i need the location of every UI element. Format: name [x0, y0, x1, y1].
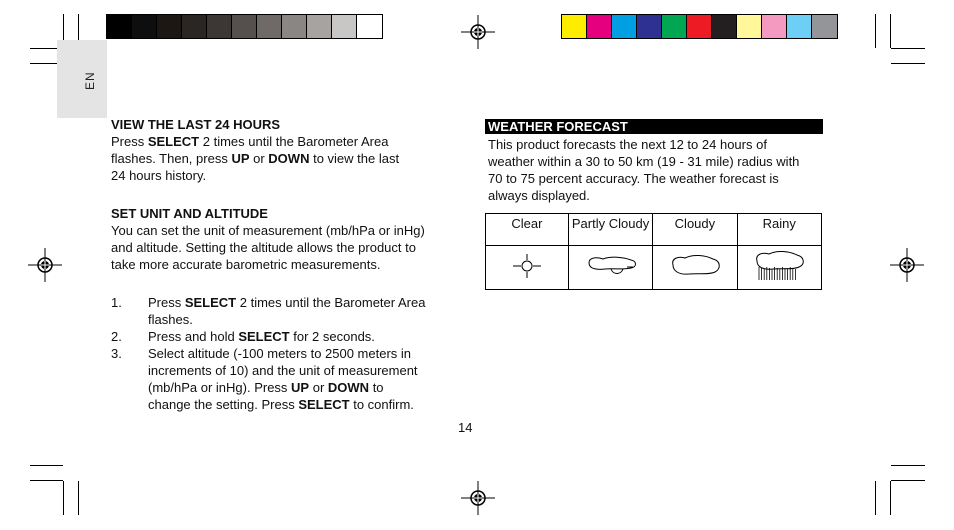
color-swatch — [687, 15, 712, 38]
language-label: EN — [83, 71, 97, 90]
color-swatch — [587, 15, 612, 38]
cloud-icon — [665, 251, 725, 281]
table-cell — [568, 246, 652, 290]
partly-cloudy-icon — [581, 251, 641, 281]
text: for 2 seconds. — [289, 329, 375, 344]
registration-mark-icon — [28, 248, 62, 282]
color-swatch — [357, 15, 382, 38]
key-name: SELECT — [147, 134, 200, 149]
color-swatch — [662, 15, 687, 38]
list-item — [111, 345, 451, 413]
text: to — [369, 380, 384, 395]
text: to view the last — [309, 151, 400, 166]
text: This product forecasts the next 12 to 24 hours of — [488, 137, 767, 152]
page-number: 14 — [458, 420, 473, 435]
paragraph — [111, 133, 451, 184]
color-swatch — [132, 15, 157, 38]
color-swatch — [712, 15, 737, 38]
section-title-set-unit-and-altitude: SET UNIT AND ALTITUDE — [111, 206, 268, 221]
text: increments of 10) and the unit of measurement — [148, 363, 418, 378]
process-color-bar — [561, 14, 838, 39]
text: 2 times until the Barometer Area — [236, 295, 426, 310]
grayscale-color-bar — [106, 14, 383, 39]
color-swatch — [787, 15, 812, 38]
table-cell — [486, 246, 569, 290]
section-title-view-last-24-hours: VIEW THE LAST 24 HOURS — [111, 117, 281, 132]
text: flashes. — [148, 312, 193, 327]
registration-mark-icon — [890, 248, 924, 282]
language-tab — [57, 40, 107, 118]
color-swatch — [282, 15, 307, 38]
color-swatch — [157, 15, 182, 38]
color-swatch — [762, 15, 787, 38]
color-swatch — [562, 15, 587, 38]
color-swatch — [737, 15, 762, 38]
color-swatch — [812, 15, 837, 38]
text: 2 times until the Barometer Area — [199, 134, 389, 149]
text: to confirm. — [349, 397, 414, 412]
key-name: DOWN — [268, 151, 310, 166]
text: flashes. Then, press — [111, 151, 232, 166]
forecast-icons-table — [485, 213, 822, 290]
text: Press — [111, 134, 148, 149]
text: or — [309, 380, 328, 395]
step-number: 3. — [111, 346, 122, 361]
text: (mb/hPa or inHg). Press — [148, 380, 292, 395]
text: always displayed. — [488, 188, 590, 203]
table-header-cell: Partly Cloudy — [568, 214, 652, 246]
key-name: DOWN — [327, 380, 370, 395]
color-swatch — [612, 15, 637, 38]
text: take more accurate barometric measurements. — [111, 257, 381, 272]
color-swatch — [107, 15, 132, 38]
color-swatch — [637, 15, 662, 38]
step-list — [111, 294, 451, 413]
paragraph — [111, 222, 451, 273]
text: change the setting. Press — [148, 397, 299, 412]
color-swatch — [332, 15, 357, 38]
text: Select altitude (-100 meters to 2500 meters in — [148, 346, 412, 361]
key-name: SELECT — [184, 295, 237, 310]
text: Press and hold — [148, 329, 239, 344]
sun-icon — [507, 251, 547, 281]
step-number: 2. — [111, 329, 122, 344]
table-header-cell: Cloudy — [653, 214, 737, 246]
text: and altitude. Setting the altitude allows the product to — [111, 240, 416, 255]
key-name: UP — [291, 380, 310, 395]
color-swatch — [182, 15, 207, 38]
registration-mark-icon — [461, 15, 495, 49]
list-item — [111, 328, 451, 345]
color-swatch — [307, 15, 332, 38]
left-column — [111, 116, 451, 413]
section-title-weather-forecast: WEATHER FORECAST — [485, 119, 823, 134]
text: or — [249, 151, 269, 166]
text: You can set the unit of measurement (mb/hPa or inHg) — [111, 223, 425, 238]
text: 24 hours history. — [111, 168, 207, 183]
color-swatch — [257, 15, 282, 38]
key-name: SELECT — [298, 397, 350, 412]
registration-mark-icon — [461, 481, 495, 515]
forecast-description — [488, 136, 824, 204]
color-swatch — [232, 15, 257, 38]
list-item — [111, 294, 451, 328]
table-cell — [737, 246, 821, 290]
table-header-cell: Rainy — [737, 214, 821, 246]
table-header-cell: Clear — [486, 214, 569, 246]
text: Press — [148, 295, 185, 310]
step-number: 1. — [111, 295, 122, 310]
rain-icon — [749, 249, 809, 283]
table-cell — [653, 246, 737, 290]
key-name: SELECT — [238, 329, 290, 344]
text: 70 to 75 percent accuracy. The weather forecast is — [488, 171, 779, 186]
text: weather within a 30 to 50 km (19 - 31 mile) radius with — [488, 154, 800, 169]
color-swatch — [207, 15, 232, 38]
key-name: UP — [231, 151, 250, 166]
